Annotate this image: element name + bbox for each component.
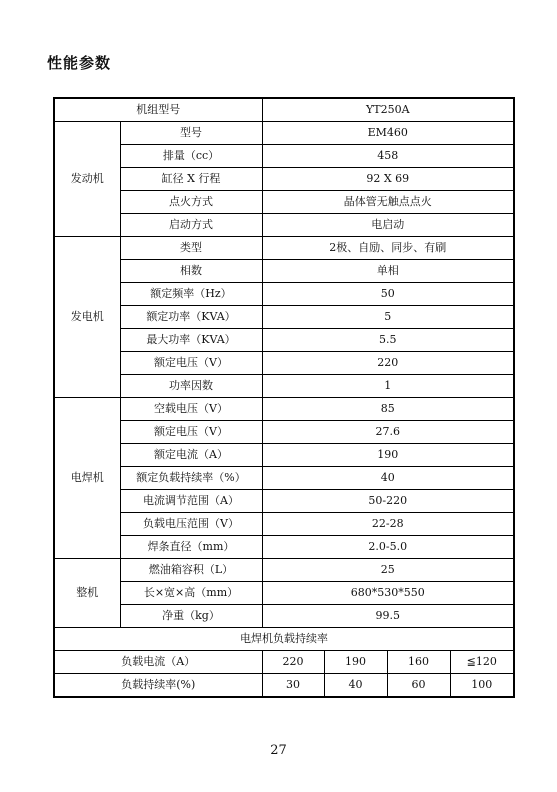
- table-row: [54, 651, 514, 674]
- table-row: [54, 605, 514, 628]
- duty-value: 60: [387, 674, 450, 698]
- table-row: [54, 145, 514, 168]
- param-value: 92 X 69: [262, 168, 514, 191]
- duty-label: 负载持续率(%): [54, 674, 262, 698]
- model-value: YT250A: [262, 98, 514, 122]
- param-value: 85: [262, 398, 514, 421]
- table-row: [54, 98, 514, 122]
- param-label: 额定频率（Hz）: [120, 283, 262, 306]
- duty-value: 100: [450, 674, 514, 698]
- param-value: 99.5: [262, 605, 514, 628]
- section-heading: 性能参数: [47, 54, 112, 72]
- param-value: 220: [262, 352, 514, 375]
- param-label: 电流调节范围（A）: [120, 490, 262, 513]
- param-label: 型号: [120, 122, 262, 145]
- param-label: 燃油箱容积（L）: [120, 559, 262, 582]
- table-row: [54, 467, 514, 490]
- param-value: 2极、自励、同步、有刷: [262, 237, 514, 260]
- table-row: [54, 214, 514, 237]
- param-value: 晶体管无触点点火: [262, 191, 514, 214]
- param-value: EM460: [262, 122, 514, 145]
- param-value: 5: [262, 306, 514, 329]
- table-row: [54, 191, 514, 214]
- group-name: 电焊机: [54, 398, 120, 559]
- param-value: 50: [262, 283, 514, 306]
- table-row: [54, 674, 514, 698]
- spec-table: [53, 97, 515, 698]
- param-label: 点火方式: [120, 191, 262, 214]
- duty-value: 30: [262, 674, 324, 698]
- duty-value: 40: [324, 674, 387, 698]
- group-name: 发动机: [54, 122, 120, 237]
- table-row: [54, 237, 514, 260]
- param-value: 27.6: [262, 421, 514, 444]
- param-label: 额定功率（KVA）: [120, 306, 262, 329]
- param-label: 排量（cc）: [120, 145, 262, 168]
- param-value: 5.5: [262, 329, 514, 352]
- table-row: [54, 168, 514, 191]
- param-value: 2.0-5.0: [262, 536, 514, 559]
- group-name: 发电机: [54, 237, 120, 398]
- param-label: 额定负载持续率（%）: [120, 467, 262, 490]
- table-row: [54, 490, 514, 513]
- table-row: [54, 122, 514, 145]
- param-label: 功率因数: [120, 375, 262, 398]
- duty-value: ≦120: [450, 651, 514, 674]
- page-number: 27: [270, 743, 287, 758]
- duty-value: 220: [262, 651, 324, 674]
- param-label: 额定电压（V）: [120, 421, 262, 444]
- table-row: [54, 283, 514, 306]
- model-label: 机组型号: [54, 98, 262, 122]
- table-row: [54, 421, 514, 444]
- table-row: [54, 375, 514, 398]
- param-label: 额定电压（V）: [120, 352, 262, 375]
- table-row: [54, 582, 514, 605]
- param-label: 焊条直径（mm）: [120, 536, 262, 559]
- param-value: 22-28: [262, 513, 514, 536]
- duty-title: 电焊机负载持续率: [54, 628, 514, 651]
- param-label: 长×宽×高（mm）: [120, 582, 262, 605]
- table-row: [54, 329, 514, 352]
- table-row: [54, 628, 514, 651]
- param-value: 458: [262, 145, 514, 168]
- param-label: 缸径 X 行程: [120, 168, 262, 191]
- param-label: 负载电压范围（V）: [120, 513, 262, 536]
- duty-value: 190: [324, 651, 387, 674]
- param-label: 类型: [120, 237, 262, 260]
- param-value: 电启动: [262, 214, 514, 237]
- duty-value: 160: [387, 651, 450, 674]
- table-row: [54, 536, 514, 559]
- param-value: 50-220: [262, 490, 514, 513]
- table-row: [54, 352, 514, 375]
- group-name: 整机: [54, 559, 120, 628]
- param-value: 190: [262, 444, 514, 467]
- duty-label: 负载电流（A）: [54, 651, 262, 674]
- table-row: [54, 513, 514, 536]
- table-row: [54, 444, 514, 467]
- table-row: [54, 306, 514, 329]
- table-row: [54, 260, 514, 283]
- param-label: 空载电压（V）: [120, 398, 262, 421]
- table-row: [54, 398, 514, 421]
- param-value: 25: [262, 559, 514, 582]
- param-value: 1: [262, 375, 514, 398]
- param-value: 40: [262, 467, 514, 490]
- param-label: 启动方式: [120, 214, 262, 237]
- table-row: [54, 559, 514, 582]
- param-value: 单相: [262, 260, 514, 283]
- param-label: 额定电流（A）: [120, 444, 262, 467]
- param-label: 净重（kg）: [120, 605, 262, 628]
- param-label: 相数: [120, 260, 262, 283]
- param-label: 最大功率（KVA）: [120, 329, 262, 352]
- param-value: 680*530*550: [262, 582, 514, 605]
